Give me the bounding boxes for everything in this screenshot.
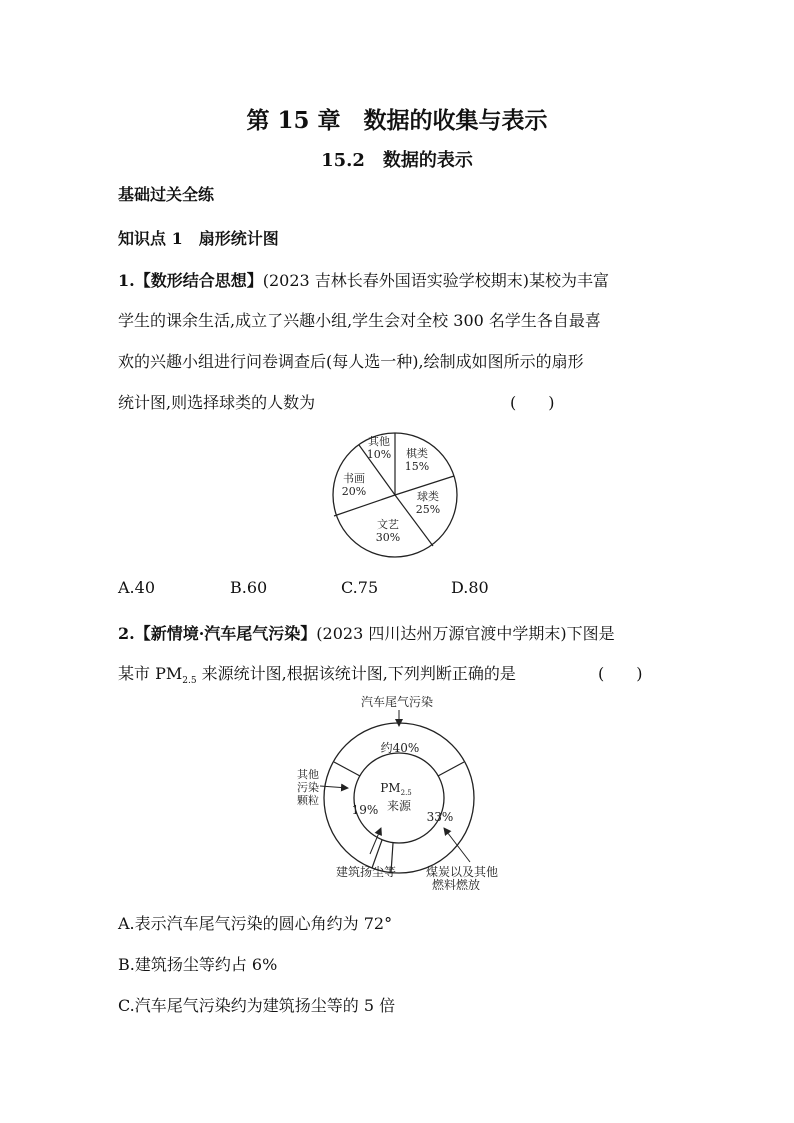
arrow-bottom-left: [370, 828, 381, 854]
q1-option-c: C.75: [341, 578, 379, 597]
q1-pie-chart: [320, 420, 470, 570]
ring-left-label-1: 其他: [297, 768, 319, 781]
slice-pct-qita: 10%: [366, 448, 392, 461]
ring-center-line1: $PM_{2.5}$: [380, 781, 412, 797]
divider-left: [334, 495, 395, 516]
q2-line-1: [118, 621, 615, 644]
slice-label-wenyi: 文艺: [377, 518, 399, 531]
q1-line-4: 统计图,则选择球类的人数为: [118, 393, 316, 412]
q2-text-2b: 来源统计图,根据该统计图,下列判断正确的是: [196, 664, 516, 683]
q2-text-2-sub: 2.5: [182, 676, 197, 687]
ring-bottom-left-label: 建筑扬尘等: [335, 865, 397, 879]
group-title: 基础过关全练: [118, 185, 215, 204]
ring-left-value: 19%: [351, 803, 379, 817]
ring-center-line2: 来源: [386, 799, 412, 813]
q2-answer-paren: ( ): [598, 664, 643, 683]
q2-text-1: (2023 四川达州万源官渡中学期末)下图是: [316, 624, 615, 643]
q2-ring-chart: [280, 690, 520, 890]
ring-top-label: 汽车尾气污染: [360, 695, 434, 709]
slice-label-shuhua: 书画: [343, 472, 365, 485]
q2-option-b: B.建筑扬尘等约占 6%: [118, 955, 278, 974]
arrow-bottom-right: [444, 828, 470, 862]
ring-left-label-2: 污染: [297, 781, 319, 794]
q1-option-d: D.80: [451, 578, 489, 597]
section-title: 15.2 数据的表示: [321, 150, 473, 171]
q1-line-1: [118, 268, 609, 291]
slice-pct-qiulei: 25%: [415, 503, 441, 516]
ring-left-label-3: 颗粒: [297, 794, 319, 807]
q1-tag: 【数形结合思想】: [134, 271, 263, 290]
q2-option-c: C.汽车尾气污染约为建筑扬尘等的 5 倍: [118, 996, 396, 1015]
q1-line-3: 欢的兴趣小组进行问卷调查后(每人选一种),绘制成如图所示的扇形: [118, 352, 584, 371]
q2-option-a: A.表示汽车尾气污染的圆心角约为 72°: [118, 914, 393, 933]
ring-divider-left: [334, 762, 360, 776]
q1-answer-paren: ( ): [510, 393, 555, 412]
q1-option-a: A.40: [118, 578, 155, 597]
ring-divider-right: [438, 762, 464, 776]
ring-divider-bottom-left: [372, 840, 382, 868]
slice-pct-shuhua: 20%: [341, 485, 367, 498]
slice-pct-qilei: 15%: [404, 460, 430, 473]
slice-label-qiulei: 球类: [417, 490, 439, 503]
knowledge-point-title: 知识点 1 扇形统计图: [118, 229, 279, 248]
slice-pct-wenyi: 30%: [375, 531, 401, 544]
q1-option-b: B.60: [230, 578, 268, 597]
q2-line-2: [118, 661, 516, 686]
q2-tag: 【新情境·汽车尾气污染】: [134, 624, 317, 643]
q1-line-2: 学生的课余生活,成立了兴趣小组,学生会对全校 300 名学生各自最喜: [118, 311, 601, 330]
q1-number: 1.: [118, 271, 135, 290]
ring-bottom-right-label-1: 煤炭以及其他: [425, 865, 499, 879]
ring-top-value: 约40%: [380, 741, 420, 755]
q2-text-2a: 某市 PM: [118, 664, 183, 683]
ring-right-value: 33%: [426, 810, 454, 824]
slice-label-qilei: 棋类: [406, 447, 428, 460]
q1-text-1: (2023 吉林长春外国语实验学校期末)某校为丰富: [262, 271, 610, 290]
chapter-title: 第 15 章 数据的收集与表示: [246, 107, 548, 134]
q2-number: 2.: [118, 624, 135, 643]
ring-bottom-right-label-2: 燃料燃放: [431, 878, 481, 890]
slice-label-qita: 其他: [368, 435, 390, 448]
ring-inner: [351, 753, 444, 843]
